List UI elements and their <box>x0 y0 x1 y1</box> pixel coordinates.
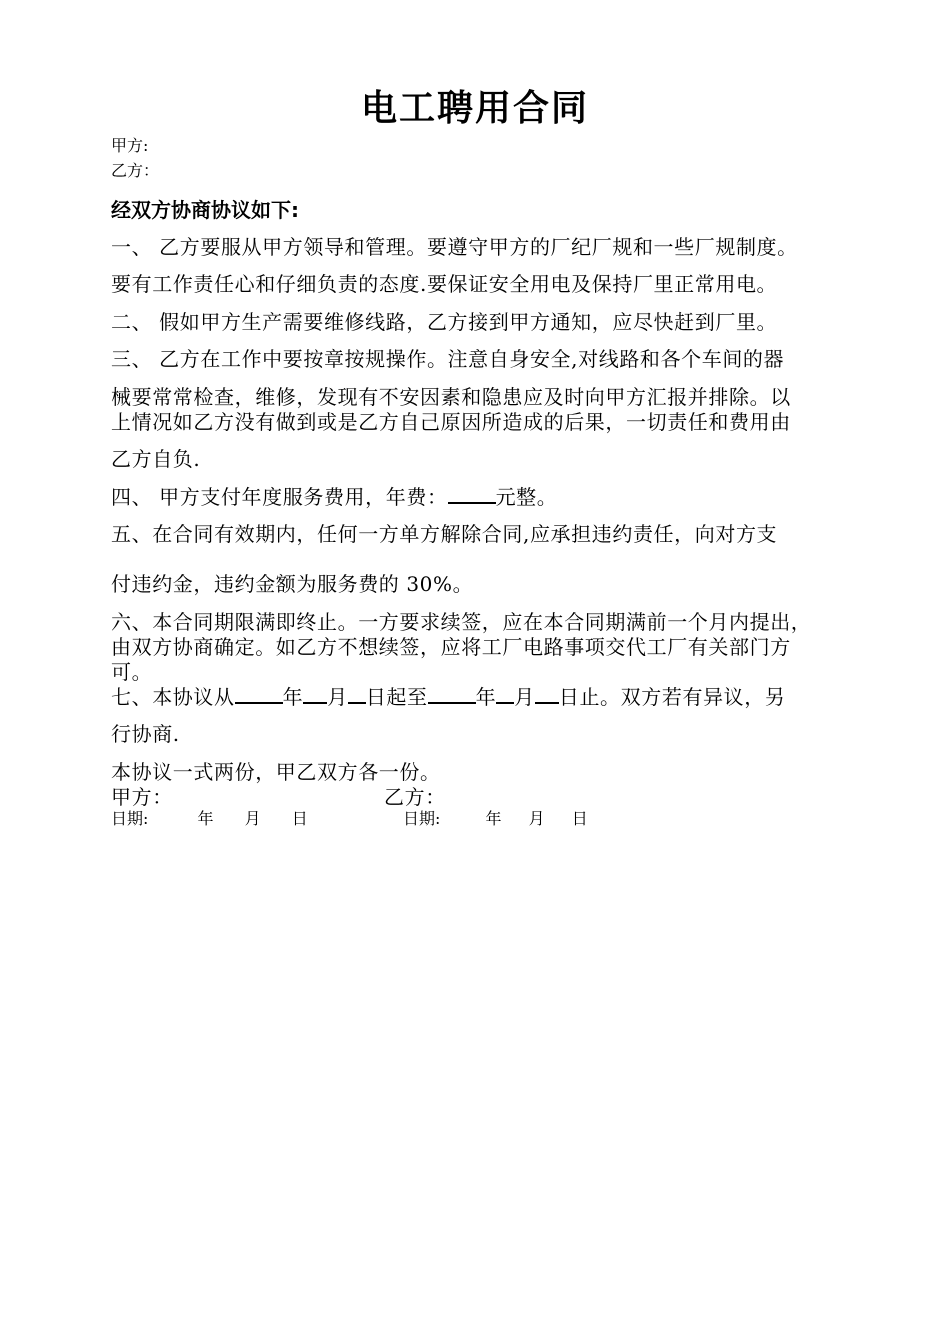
start-month-blank <box>303 684 327 704</box>
clause-3-line-3: 上情况如乙方没有做到或是乙方自己原因所造成的后果，一切责任和费用由 <box>111 410 791 434</box>
date-year: 年 <box>485 809 502 828</box>
clause-4 <box>111 481 557 510</box>
clause-3-line-4: 乙方自负. <box>111 447 201 471</box>
clause-5-line-2: 付违约金，违约金额为服务费的 30%。 <box>111 572 474 596</box>
date-day: 日 <box>571 809 588 828</box>
date-month: 月 <box>244 809 261 828</box>
clause-3-line-2: 械要常常检查，维修，发现有不安因素和隐患应及时向甲方汇报并排除。以 <box>111 385 791 409</box>
date-day: 日 <box>291 809 308 828</box>
month-label: 月 <box>514 685 535 709</box>
month-label: 月 <box>327 685 348 709</box>
year-label: 年 <box>475 685 497 709</box>
fee-blank <box>448 484 496 504</box>
end-day-blank <box>535 684 559 704</box>
clause-4-suffix: 元整。 <box>495 485 558 509</box>
clause-7-line-2: 行协商. <box>111 722 180 746</box>
day-label: 日起至 <box>365 685 428 709</box>
end-year-blank <box>428 684 476 704</box>
closing-text: 本协议一式两份，甲乙双方各一份。 <box>111 760 441 784</box>
clause-2-line-1: 二、 假如甲方生产需要维修线路，乙方接到甲方通知，应尽快赶到厂里。 <box>111 310 778 334</box>
clause-7-text: 七、本协议从 <box>111 685 235 709</box>
party-a-label: 甲方: <box>111 136 149 155</box>
start-day-blank <box>348 684 366 704</box>
clause-6-line-3: 可。 <box>111 660 153 684</box>
clause-5-line-1: 五、在合同有效期内，任何一方单方解除合同,应承担违约责任，向对方支 <box>111 522 778 546</box>
clause-6-line-2: 由双方协商确定。如乙方不想续签，应将工厂电路事项交代工厂有关部门方 <box>111 635 791 659</box>
clause-7-line-1 <box>111 681 785 710</box>
end-month-blank <box>496 684 514 704</box>
signature-date-b <box>403 806 588 829</box>
signature-party-b: 乙方： <box>384 785 446 809</box>
party-b-label: 乙方： <box>111 161 160 180</box>
signature-party-a: 甲方： <box>111 785 173 809</box>
start-year-blank <box>235 684 283 704</box>
date-label: 日期: <box>111 809 149 828</box>
clause-6-line-1: 六、本合同期限满即终止。一方要求续签，应在本合同期满前一个月内提出， <box>111 610 812 634</box>
clause-1-line-2: 要有工作责任心和仔细负责的态度.要保证安全用电及保持厂里正常用电。 <box>111 272 778 296</box>
clause-7-end-text: 日止。双方若有异议，另 <box>558 685 786 709</box>
signature-date-a <box>111 806 308 829</box>
document-title: 电工聘用合同 <box>360 88 589 129</box>
clause-1-line-1: 一、 乙方要服从甲方领导和管理。要遵守甲方的厂纪厂规和一些厂规制度。 <box>111 235 798 259</box>
date-year: 年 <box>197 809 214 828</box>
clause-3-line-1: 三、 乙方在工作中要按章按规操作。注意自身安全,对线路和各个车间的器 <box>111 347 785 371</box>
date-label: 日期: <box>403 809 441 828</box>
intro-heading: 经双方协商协议如下: <box>111 198 299 222</box>
clause-4-text: 四、 甲方支付年度服务费用，年费： <box>111 485 448 509</box>
date-month: 月 <box>528 809 545 828</box>
year-label: 年 <box>282 685 304 709</box>
